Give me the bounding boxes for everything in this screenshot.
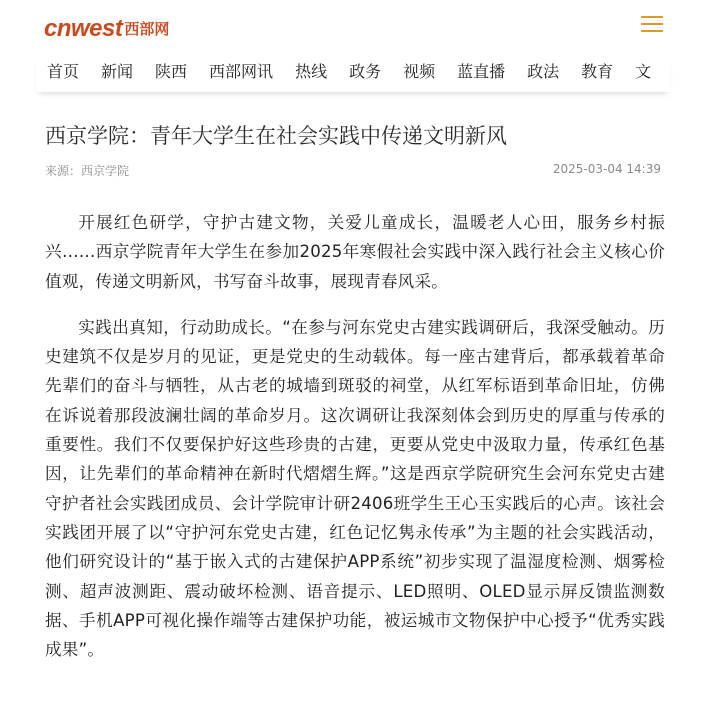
nav-item-culture[interactable]: 文 — [635, 62, 652, 81]
article-paragraph: 实践出真知，行动助成长。“在参与河东党史古建实践调研后，我深受触动。历史建筑不仅是岁月的见证，更是党史的生动载体。每一座古建背后，都承载着革命先辈们的奋斗与牺牲，从古老的城墙到斑驳的祠堂，从红军标语到革命旧址，仿佛在诉说着那段波澜壮阔的革命岁月。这次调研让我深刻体会到历史的厚重与传承的重要性。我们不仅要保护好这些珍贵的古建，更要从党史中汲取力量，传承红色基因，让先辈们的革命精神在新时代熠熠生辉。”这是西京学院研究生会河东党史古建守护者社会实践团成员、会计学院审计研2406班学生王心玉实践后的心声。该社会实践团开展了以“守护河东党史古建，红色记忆隽永传承”为主题的社会实践活动，他们研究设计的“基于嵌入式的古建保护APP系统”初步实现了温湿度检测、烟雾检测、超声波测距、震动破坏检测、语音提示、LED照明、OLED显示屏反馈监测数据、手机APP可视化操作端等古建保护功能，被运城市文物保护中心授予“优秀实践成果”。 — [45, 317, 665, 660]
menu-line — [641, 30, 663, 32]
nav-item-news[interactable]: 新闻 — [101, 62, 134, 81]
channel-nav — [36, 56, 670, 92]
article-source: 来源：西京学院 — [45, 164, 130, 178]
top-bar — [0, 0, 707, 52]
nav-item-government[interactable]: 政务 — [349, 62, 382, 81]
hamburger-menu-icon[interactable] — [641, 16, 663, 36]
logo-cn-text: 西部网 — [124, 20, 170, 38]
nav-item-education[interactable]: 教育 — [581, 62, 614, 81]
menu-line — [641, 23, 663, 25]
logo-latin-text: cnwest — [44, 15, 123, 42]
menu-line — [641, 16, 663, 18]
nav-item-shaanxi[interactable]: 陕西 — [155, 62, 188, 81]
article-date: 2025-03-04 14:39 — [552, 162, 661, 176]
article-paragraph: 开展红色研学，守护古建文物，关爱儿童成长，温暖老人心田，服务乡村振兴……西京学院青年大学生在参加2025年寒假社会实践中深入践行社会主义核心价值观，传递文明新风，书写奋斗故事，展现青春风采。 — [45, 213, 665, 291]
site-logo[interactable] — [44, 14, 169, 44]
nav-item-video[interactable]: 视频 — [403, 62, 436, 81]
nav-item-law[interactable]: 政法 — [527, 62, 560, 81]
nav-item-west-news[interactable]: 西部网讯 — [209, 62, 274, 81]
article-meta — [45, 162, 661, 180]
nav-item-hotline[interactable]: 热线 — [295, 62, 328, 81]
article-body — [45, 208, 665, 681]
nav-item-live[interactable]: 蓝直播 — [457, 62, 506, 81]
nav-item-home[interactable]: 首页 — [47, 62, 80, 81]
article-title: 西京学院：青年大学生在社会实践中传递文明新风 — [45, 124, 507, 148]
